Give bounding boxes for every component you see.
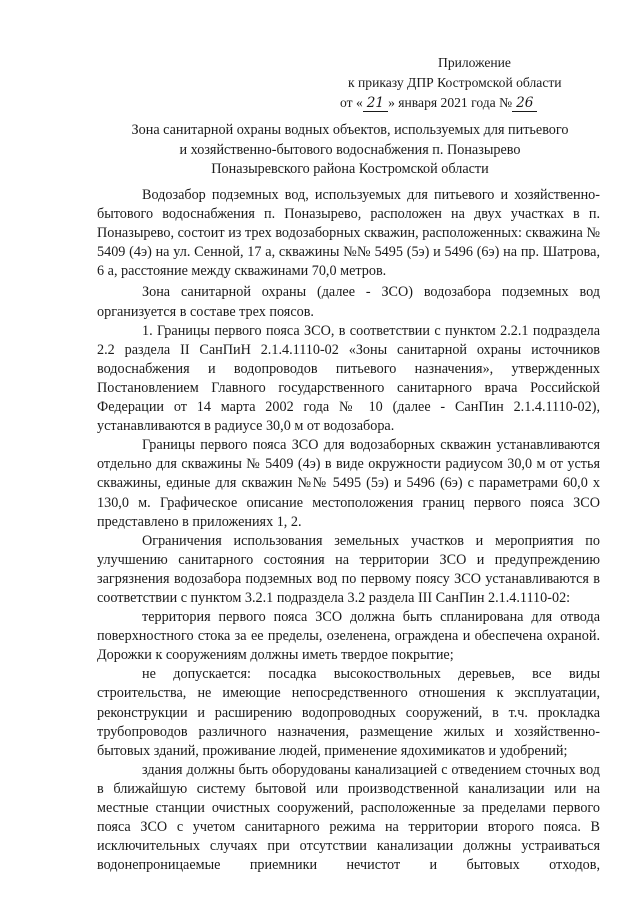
title-line: и хозяйственно-бытового водоснабжения п. Поназырево: [179, 141, 521, 158]
handwritten-order-number: 26: [512, 95, 537, 112]
title-line: Поназыревского района Костромской области: [211, 161, 489, 177]
handwritten-day: 21: [363, 95, 388, 112]
date-prefix: от «: [340, 95, 363, 110]
body-paragraph: Ограничения использования земельных участков и мероприятия по улучшению санитарного состояния на территории ЗСО и предупреждению загрязнения водозабора подземных вод по первому поясу ЗСО устанавливаются в соответствии с пунктом 3.2.1 подраздела 3.2 раздела III СанПин 2.1.4.1110-02:: [97, 532, 600, 606]
body-paragraph: Водозабор подземных вод, используемых для питьевого и хозяйственно-бытового водоснабжения п. Поназырево, расположен на двух участках в п. Поназырево, состоит из трех водозаборных скважин, расположенных: скважина № 5409 (4э) на ул. Сенной, 17 а, скважины №№ 5495 (5э) и 5496 (6э) на пр. Шатрова, 6 а, расстояние между скважинами 70,0 метров.: [97, 187, 600, 280]
date-middle: » января 2021 года №: [388, 95, 513, 110]
order-reference: к приказу ДПР Костромской области: [348, 75, 562, 90]
body-paragraph: Зона санитарной охраны (далее - ЗСО) водозабора подземных вод организуется в составе трех поясов.: [97, 284, 600, 320]
body-paragraph: здания должны быть оборудованы канализацией с отведением сточных вод в ближайшую систему бытовой или производственной канализации или на местные станции очистных сооружений, расположенные за пределами первого пояса ЗСО с учетом санитарного режима на территории второго пояса. В исключительных случаях при отсутствии канализации должны устраиваться водонепроницаемые приемники нечистот и бытовых отходов,: [97, 761, 600, 874]
document-body: [97, 186, 600, 875]
appendix-header: [340, 53, 602, 113]
title-line: Зона санитарной охраны водных объектов, используемых для питьевого: [131, 122, 569, 138]
body-paragraph: территория первого пояса ЗСО должна быть спланирована для отвода поверхностного стока за ее пределы, озеленена, ограждена и обеспечена охраной. Дорожки к сооружениям должны иметь твердое покрытие;: [97, 609, 600, 664]
body-paragraph: не допускается: посадка высокоствольных деревьев, все виды строительства, не имеющие непосредственного отношения к эксплуатации, реконструкции и расширению водопроводных сооружений, в т.ч. прокладка трубопроводов различного назначения, размещение жилых и хозяйственно-бытовых зданий, проживание людей, применение ядохимикатов и удобрений;: [97, 666, 600, 759]
body-paragraph: 1. Границы первого пояса ЗСО, в соответствии с пунктом 2.2.1 подраздела 2.2 раздела II СанПиН 2.1.4.1110-02 «Зоны санитарной охраны источников водоснабжения и водопроводов питьевого назначения», утвержденных Постановлением Главного государственного санитарного врача Российской Федерации от 14 марта 2002 года № 10 (далее - СанПин 2.1.4.1110-02), устанавливаются в радиусе 30,0 м от водозабора.: [97, 322, 600, 435]
appendix-label: Приложение: [438, 55, 511, 70]
document-title: [100, 121, 600, 180]
body-paragraph: Границы первого пояса ЗСО для водозаборных скважин устанавливаются отдельно для скважины № 5409 (4э) в виде окружности радиусом 30,0 м от устья скважины, единые для скважин №№ 5495 (5э) и 5496 (6э) с параметрами 60,0 х 130,0 м. Графическое описание местоположения границ первого пояса ЗСО представлено в приложениях 1, 2.: [97, 437, 600, 530]
order-date-line: [340, 93, 602, 113]
